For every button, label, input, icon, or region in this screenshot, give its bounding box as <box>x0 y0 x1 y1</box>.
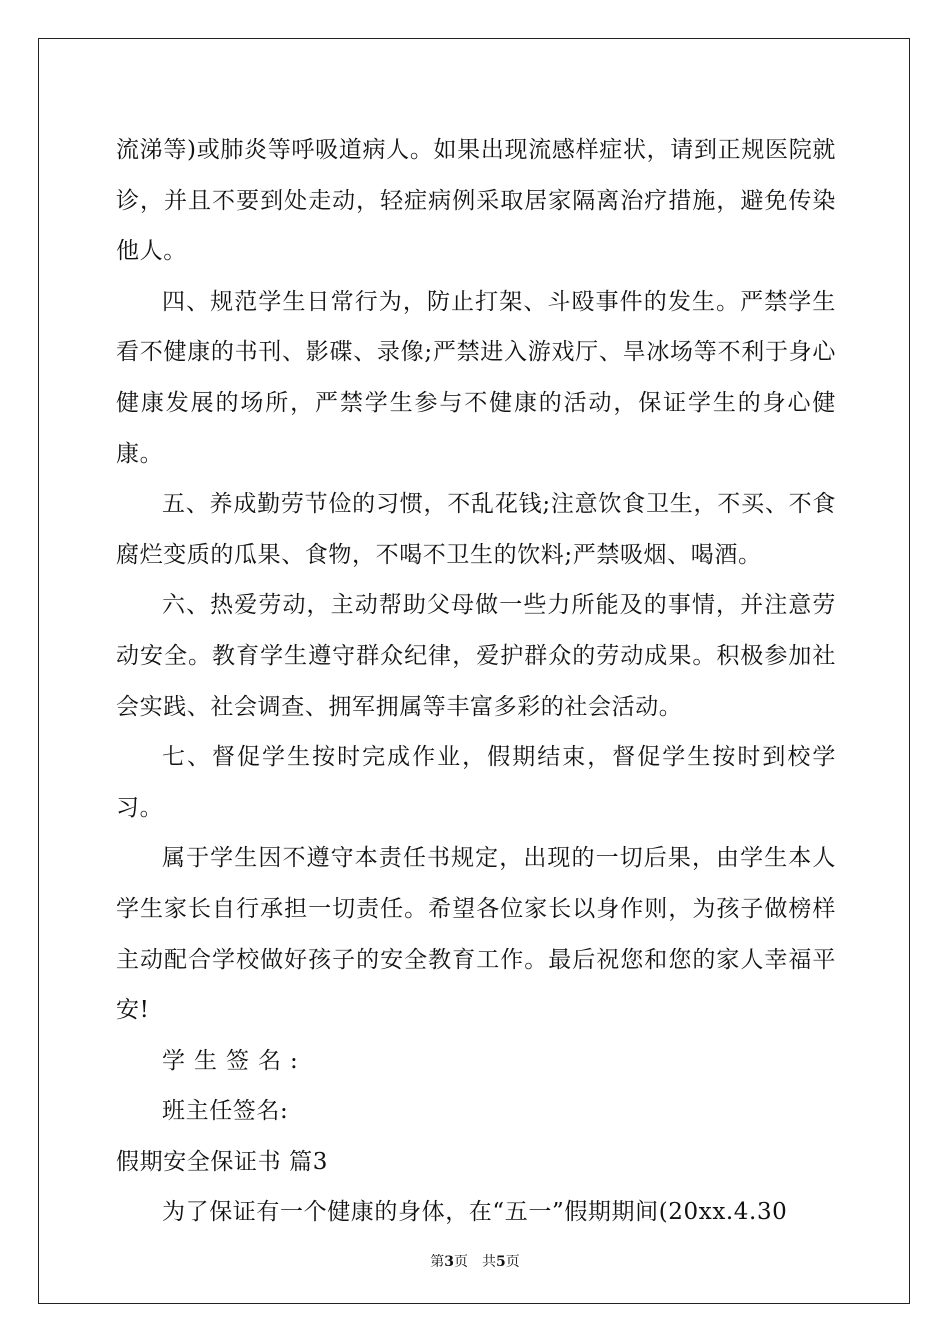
page-label-suffix: 页 <box>454 1254 468 1270</box>
paragraph: 属于学生因不遵守本责任书规定，出现的一切后果，由学生本人学生家长自行承担一切责任。希望各位家长以身作则，为孩子做榜样主动配合学校做好孩子的安全教育工作。最后祝您和您的家人幸福平安! <box>116 845 836 1024</box>
page-number: 3 <box>444 1254 454 1270</box>
teacher-signature-label: 班主任签名: <box>162 1098 289 1125</box>
paragraph: 七、督促学生按时完成作业，假期结束，督促学生按时到校学习。 <box>116 744 836 821</box>
document-body <box>116 125 836 1238</box>
section-heading: 假期安全保证书 篇3 <box>116 1148 328 1175</box>
page-label-prefix: 第 <box>430 1254 445 1270</box>
total-label-prefix: 共 <box>482 1254 496 1270</box>
paragraph: 五、养成勤劳节俭的习惯，不乱花钱;注意饮食卫生，不买、不食腐烂变质的瓜果、食物，不喝不卫生的饮料;严禁吸烟、喝酒。 <box>116 491 836 568</box>
paragraph: 六、热爱劳动，主动帮助父母做一些力所能及的事情，并注意劳动安全。教育学生遵守群众纪律，爱护群众的劳动成果。积极参加社会实践、社会调查、拥军拥属等丰富多彩的社会活动。 <box>116 592 836 720</box>
paragraph: 为了保证有一个健康的身体，在“五一”假期期间(20xx.4.30 <box>162 1199 788 1226</box>
paragraph: 四、规范学生日常行为，防止打架、斗殴事件的发生。严禁学生看不健康的书刊、影碟、录像;严禁进入游戏厅、旱冰场等不利于身心健康发展的场所，严禁学生参与不健康的活动，保证学生的身心健康。 <box>116 288 836 467</box>
page-footer <box>0 1251 950 1271</box>
total-label-suffix: 页 <box>505 1254 520 1270</box>
paragraph: 流涕等)或肺炎等呼吸道病人。如果出现流感样症状，请到正规医院就诊，并且不要到处走动，轻症病例采取居家隔离治疗措施，避免传染他人。 <box>116 137 836 265</box>
total-pages: 5 <box>496 1254 506 1270</box>
student-signature-label: 学生签名: <box>162 1047 307 1074</box>
